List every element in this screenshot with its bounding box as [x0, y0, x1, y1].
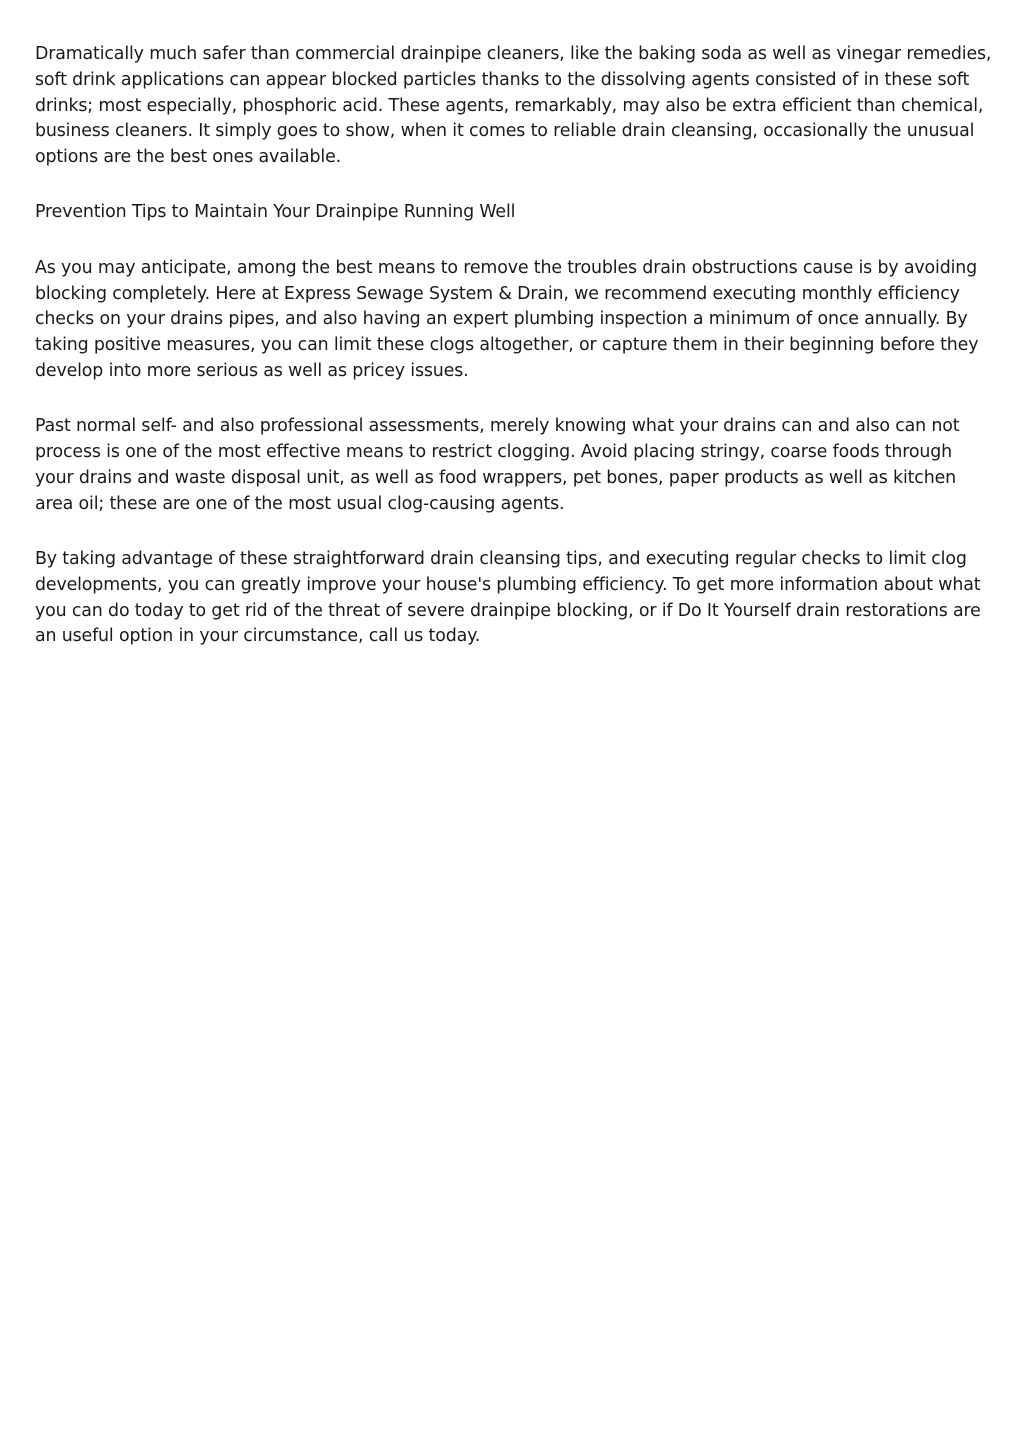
paragraph-avoid-blocking: As you may anticipate, among the best means to remove the troubles drain obstructions cause is by avoiding blocking completely. Here at Express Sewage System & Drain, we recommend executing monthly efficiency checks on your drains pipes, and also having an expert plumbing inspection a minimum of once annually. By taking positive measures, you can limit these clogs altogether, or capture them in their beginning before they develop into more serious as well as pricey issues.: [35, 257, 979, 381]
paragraph-what-drains-can-process: Past normal self- and also professional assessments, merely knowing what your drains can and also can not process is one of the most effective means to restrict clogging. Avoid placing stringy, coarse foods through your drains and waste disposal unit, as well as food wrappers, pet bones, paper products as well as kitchen area oil; these are one of the most usual clog-causing agents.: [35, 416, 960, 514]
paragraph-closing-call-to-action: By taking advantage of these straightforward drain cleansing tips, and executing regular checks to limit clog developments, you can greatly improve your house's plumbing efficiency. To get more information about what you can do today to get rid of the threat of severe drainpipe blocking, or if Do It Yourself drain restorations are an useful option in your circumstance, call us today.: [35, 548, 981, 647]
document-body: [35, 42, 995, 680]
section-heading-prevention-tips: Prevention Tips to Maintain Your Drainpipe Running Well: [35, 202, 516, 223]
paragraph-soft-drink-cleaners: Dramatically much safer than commercial drainpipe cleaners, like the baking soda as well as vinegar remedies, soft drink applications can appear blocked particles thanks to the dissolving agents consisted of in these soft drinks; most especially, phosphoric acid. These agents, remarkably, may also be extra efficient than chemical, business cleaners. It simply goes to show, when it comes to reliable drain cleansing, occasionally the unusual options are the best ones available.: [35, 44, 992, 168]
